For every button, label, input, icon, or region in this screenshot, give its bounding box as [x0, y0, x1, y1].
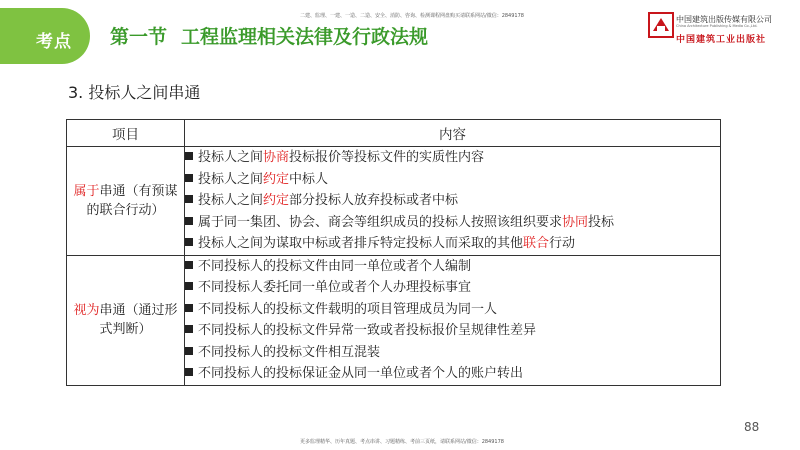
- highlight-keyword: 约定: [263, 171, 290, 187]
- publisher-script-name: 中国建筑工业出版社: [676, 35, 767, 45]
- slide-title-section: 第一节: [110, 26, 168, 48]
- item-text: 不同投标人的投标文件异常一致或者投标报价呈规律性差异: [198, 323, 537, 338]
- list-item: [185, 169, 720, 191]
- table-header-row: [67, 120, 721, 147]
- list-item: [185, 256, 720, 278]
- square-bullet-icon: [185, 217, 193, 225]
- bottom-watermark-note: 更多监理精华、历年真题、考点串讲、习题精练、考前三页纸，请联系网站/微信：2849178: [300, 439, 504, 445]
- publisher-name-en: China Architecture Publishing & Media Co.,Ltd.: [676, 24, 758, 28]
- square-bullet-icon: [185, 261, 193, 269]
- header-item: 项目: [67, 120, 185, 147]
- square-bullet-icon: [185, 238, 193, 246]
- section-heading: 3. 投标人之间串通: [68, 83, 201, 102]
- item-text: 不同投标人的投标文件载明的项目管理成员为同一人: [198, 301, 498, 317]
- square-bullet-icon: [185, 304, 193, 312]
- collusion-table: [66, 119, 721, 386]
- item-text: 投标人之间为谋取中标或者排斥特定投标人而采取的其他: [198, 236, 524, 251]
- highlight-keyword: 协商: [263, 150, 290, 165]
- row-label: [67, 255, 185, 385]
- topic-badge-label: 考点: [36, 32, 72, 52]
- item-text: 投标人之间: [198, 150, 264, 165]
- list-item: [185, 212, 720, 234]
- publisher-name-cn: 中国建筑出版传媒有限公司: [676, 15, 772, 24]
- item-text: 行动: [549, 236, 576, 251]
- row-label-keyword: 视为: [73, 303, 100, 318]
- square-bullet-icon: [185, 347, 193, 355]
- item-text: 不同投标人的投标文件相互混装: [198, 344, 381, 360]
- header-content: 内容: [185, 120, 721, 147]
- publisher-mark-icon: [648, 12, 674, 38]
- square-bullet-icon: [185, 174, 193, 182]
- square-bullet-icon: [185, 195, 193, 203]
- item-text: 不同投标人的投标保证金从同一单位或者个人的账户转出: [198, 366, 524, 381]
- list-item: [185, 299, 720, 321]
- highlight-keyword: 约定: [263, 193, 290, 208]
- square-bullet-icon: [185, 282, 193, 290]
- list-item: [185, 147, 720, 169]
- list-item: [185, 342, 720, 364]
- item-text: 不同投标人的投标文件由同一单位或者个人编制: [198, 258, 472, 274]
- item-text: 不同投标人委托同一单位或者个人办理投标事宜: [198, 280, 472, 295]
- list-item: [185, 363, 720, 385]
- list-item: [185, 190, 720, 212]
- page-number: 88: [744, 420, 760, 434]
- top-watermark-note: 二建、监理、一建、一造、二造、安全、消防、咨询、检测课程网盘购买请联系网站/微信：2849178: [300, 13, 524, 19]
- list-item: [185, 233, 720, 255]
- item-text: 投标人之间: [198, 171, 264, 187]
- item-text: 投标人之间: [198, 193, 264, 208]
- topic-badge: [0, 8, 90, 64]
- row-label-keyword: 属于: [73, 183, 100, 199]
- item-text: 属于同一集团、协会、商会等组织成员的投标人按照该组织要求: [198, 214, 563, 230]
- row-content: [185, 255, 721, 385]
- table-row: [67, 255, 721, 385]
- row-label-text: 串通（通过形式判断）: [99, 303, 178, 337]
- row-label: [67, 147, 185, 256]
- slide-title-topic: 工程监理相关法律及行政法规: [181, 26, 429, 48]
- item-text: 投标报价等投标文件的实质性内容: [289, 150, 485, 165]
- highlight-keyword: 协同: [562, 214, 589, 230]
- publisher-logo: [648, 10, 798, 50]
- row-label-text: 串通（有预谋的联合行动）: [86, 183, 178, 218]
- square-bullet-icon: [185, 325, 193, 333]
- item-text: 投标: [588, 214, 615, 230]
- square-bullet-icon: [185, 152, 193, 160]
- item-text: 中标人: [289, 171, 329, 187]
- slide-title: [110, 22, 428, 49]
- square-bullet-icon: [185, 368, 193, 376]
- list-item: [185, 277, 720, 299]
- highlight-keyword: 联合: [523, 236, 550, 251]
- table-row: [67, 147, 721, 256]
- row-content: [185, 147, 721, 256]
- item-text: 部分投标人放弃投标或者中标: [289, 193, 459, 208]
- list-item: [185, 320, 720, 342]
